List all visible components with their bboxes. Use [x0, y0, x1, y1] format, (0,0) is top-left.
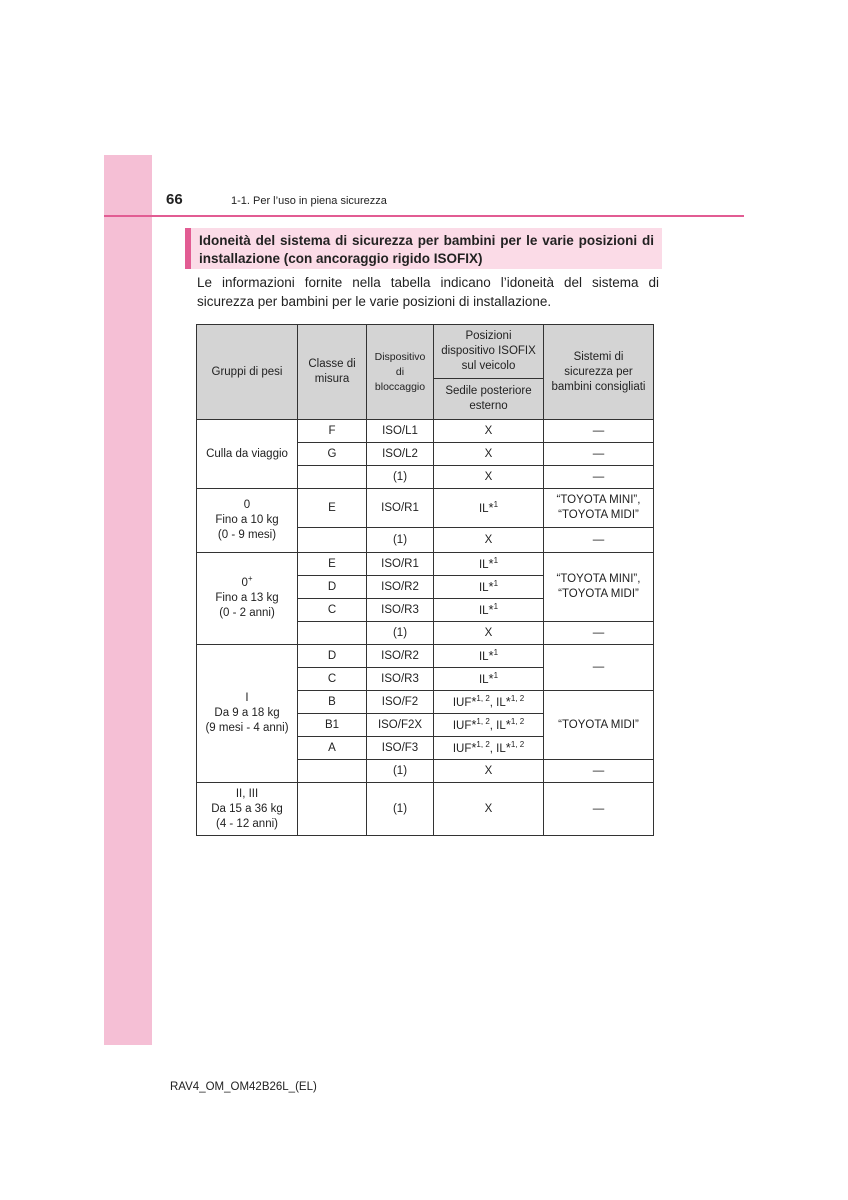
recommended-cell: —: [544, 760, 654, 783]
recommended-line: “TOYOTA MINI”,: [556, 494, 641, 506]
group-label-line: (4 - 12 anni): [215, 817, 278, 830]
footnote-star: *: [505, 693, 511, 709]
suitability-code: IL: [478, 650, 489, 663]
recommended-cell: [544, 489, 654, 528]
table-row: [197, 645, 654, 668]
footnote-number: 1, 2: [510, 693, 525, 703]
footnote-star: *: [488, 670, 494, 686]
footnote-number: 1, 2: [476, 693, 490, 703]
size-class-cell: G: [298, 443, 367, 466]
fixture-cell: (1): [367, 783, 434, 836]
suitability-cell: [434, 489, 544, 528]
footer-code: RAV4_OM_OM42B26L_(EL): [170, 1081, 317, 1093]
header-size-class: Classe di misura: [298, 325, 367, 420]
footnote-number: 1, 2: [510, 716, 525, 726]
size-class-cell: E: [298, 489, 367, 528]
size-class-cell: B: [298, 691, 367, 714]
footnote-star: *: [488, 647, 494, 663]
footnote-star: *: [488, 555, 494, 571]
footnote-star: *: [471, 693, 477, 709]
size-class-cell: D: [298, 645, 367, 668]
size-class-cell: [298, 783, 367, 836]
footnote-number: 1: [493, 647, 499, 657]
suitability-code: IL: [478, 502, 489, 515]
size-class-cell: E: [298, 553, 367, 576]
size-class-cell: B1: [298, 714, 367, 737]
header-fixture: Dispositivo di bloccaggio: [367, 325, 434, 420]
suitability-cell: [434, 645, 544, 668]
fixture-cell: (1): [367, 466, 434, 489]
footnote-number: 1: [493, 555, 499, 565]
group-culla: Culla da viaggio: [197, 420, 298, 489]
footnote-number: 1, 2: [476, 739, 490, 749]
intro-paragraph: Le informazioni fornite nella tabella indicano l’idoneità del sistema di sicurezza per bambini per le varie posizioni di installazione.: [197, 275, 659, 309]
table-row: [197, 553, 654, 576]
footnote-star: *: [505, 716, 511, 732]
section-label: 1-1. Per l’uso in piena sicurezza: [231, 195, 387, 207]
fixture-cell: (1): [367, 622, 434, 645]
size-class-cell: [298, 466, 367, 489]
isofix-compatibility-table: [196, 324, 654, 836]
fixture-cell: ISO/F3: [367, 737, 434, 760]
fixture-cell: ISO/R2: [367, 645, 434, 668]
recommended-line: “TOYOTA MIDI”: [558, 509, 639, 521]
size-class-cell: D: [298, 576, 367, 599]
suitability-cell: [434, 553, 544, 576]
table-row: [197, 420, 654, 443]
group-label-line: Fino a 10 kg: [215, 514, 279, 526]
size-class-cell: C: [298, 668, 367, 691]
suitability-code: IL: [478, 558, 489, 571]
header-row: [197, 325, 654, 379]
suitability-code: IUF: [452, 719, 472, 732]
suitability-cell: [434, 737, 544, 760]
suitability-code: IL: [478, 673, 489, 686]
suitability-code: IUF: [452, 742, 472, 755]
recommended-cell: —: [544, 783, 654, 836]
group-2-3: [197, 783, 298, 836]
group-label-line: Da 9 a 18 kg: [214, 707, 280, 719]
footnote-number: 1: [493, 499, 499, 509]
fixture-cell: ISO/R3: [367, 668, 434, 691]
fixture-cell: ISO/R1: [367, 553, 434, 576]
recommended-cell: —: [544, 528, 654, 553]
table-row: [197, 783, 654, 836]
recommended-cell: —: [544, 466, 654, 489]
footnote-number: 1: [493, 601, 499, 611]
fixture-cell: ISO/R2: [367, 576, 434, 599]
footnote-number: 1, 2: [476, 716, 490, 726]
group-label-line: Da 15 a 36 kg: [211, 802, 283, 815]
size-class-cell: A: [298, 737, 367, 760]
suitability-cell: X: [434, 466, 544, 489]
footnote-star: *: [488, 578, 494, 594]
size-class-cell: C: [298, 599, 367, 622]
suitability-cell: [434, 668, 544, 691]
suitability-code: , IL: [489, 696, 506, 709]
group-label-line: (9 mesi - 4 anni): [205, 722, 289, 734]
table-row: [197, 489, 654, 528]
suitability-code: , IL: [489, 719, 506, 732]
recommended-cell: —: [544, 420, 654, 443]
footnote-star: *: [488, 601, 494, 617]
footnote-number: 1: [493, 670, 499, 680]
recommended-line: “TOYOTA MINI”,: [556, 573, 641, 585]
footnote-number: 1, 2: [510, 739, 525, 749]
footnote-star: *: [505, 739, 511, 755]
fixture-cell: ISO/R3: [367, 599, 434, 622]
group-label-line: (0 - 9 mesi): [217, 529, 277, 541]
group-label-line: 0: [243, 499, 251, 511]
recommended-line: “TOYOTA MIDI”: [558, 588, 639, 600]
suitability-code: IUF: [452, 696, 472, 709]
fixture-cell: ISO/F2: [367, 691, 434, 714]
group-label-line: [201, 576, 293, 591]
group-1: [197, 645, 298, 783]
fixture-cell: ISO/L1: [367, 420, 434, 443]
suitability-cell: X: [434, 760, 544, 783]
header-rule: [104, 215, 744, 217]
recommended-cell: “TOYOTA MIDI”: [544, 691, 654, 760]
suitability-cell: X: [434, 443, 544, 466]
suitability-cell: [434, 691, 544, 714]
header-weight-group: Gruppi di pesi: [197, 325, 298, 420]
suitability-cell: X: [434, 420, 544, 443]
footnote-star: *: [471, 739, 477, 755]
size-class-cell: [298, 622, 367, 645]
group-label-line: Fino a 13 kg: [215, 592, 279, 604]
suitability-cell: X: [434, 528, 544, 553]
suitability-code: IL: [478, 581, 489, 594]
group-label-line: II, III: [235, 787, 259, 800]
fixture-cell: ISO/F2X: [367, 714, 434, 737]
suitability-cell: X: [434, 622, 544, 645]
recommended-cell: —: [544, 443, 654, 466]
page-number: 66: [166, 191, 183, 208]
fixture-cell: ISO/L2: [367, 443, 434, 466]
fixture-cell: (1): [367, 760, 434, 783]
suitability-cell: [434, 714, 544, 737]
header-rear-seat: Sedile posteriore esterno: [434, 378, 544, 419]
group-0: [197, 489, 298, 553]
footnote-star: *: [471, 716, 477, 732]
group-label-sup: +: [247, 574, 253, 583]
header-recommended: Sistemi di sicurezza per bambini consigliati: [544, 325, 654, 420]
suitability-cell: [434, 599, 544, 622]
size-class-cell: F: [298, 420, 367, 443]
group-label-main: 0: [241, 577, 248, 589]
size-class-cell: [298, 528, 367, 553]
side-color-band: [104, 155, 152, 1045]
section-title: Idoneità del sistema di sicurezza per bambini per le varie posizioni di installazione (con ancoraggio rigido ISOFIX): [185, 228, 662, 269]
header-positions: Posizioni dispositivo ISOFIX sul veicolo: [434, 325, 544, 379]
footnote-star: *: [488, 499, 494, 515]
group-0-plus: [197, 553, 298, 645]
size-class-cell: [298, 760, 367, 783]
suitability-code: IL: [478, 604, 489, 617]
footnote-number: 1: [493, 578, 499, 588]
recommended-cell: —: [544, 645, 654, 691]
recommended-cell: [544, 553, 654, 622]
recommended-cell: —: [544, 622, 654, 645]
group-label-line: I: [245, 692, 249, 704]
fixture-cell: (1): [367, 528, 434, 553]
suitability-cell: X: [434, 783, 544, 836]
group-label-line: (0 - 2 anni): [219, 607, 275, 619]
suitability-code: , IL: [489, 742, 506, 755]
suitability-cell: [434, 576, 544, 599]
fixture-cell: ISO/R1: [367, 489, 434, 528]
